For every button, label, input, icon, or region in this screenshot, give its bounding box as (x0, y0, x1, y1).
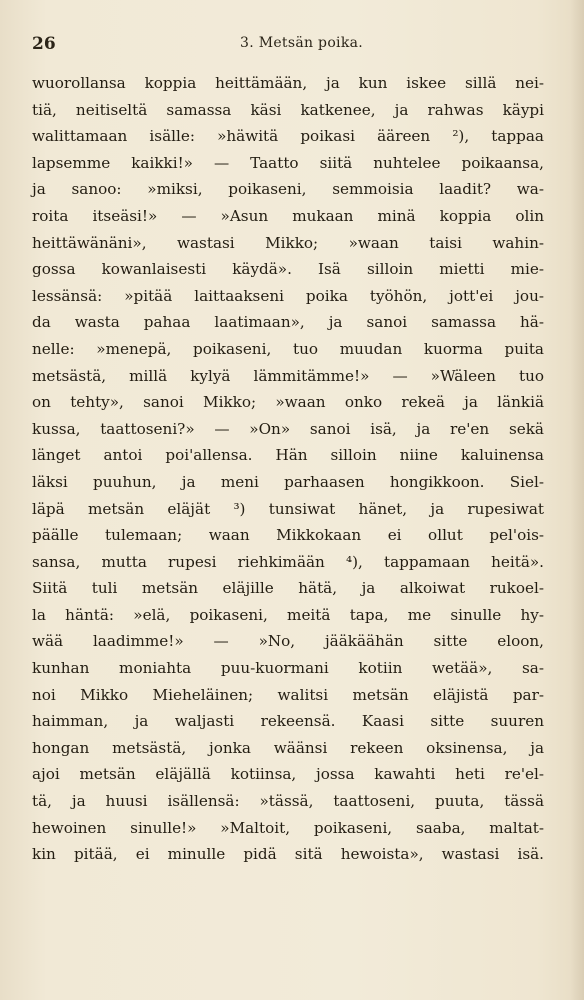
text-line: la häntä: »elä, poikaseni, meitä tapa, me sinulle hy- (32, 605, 544, 624)
text-line: päälle tulemaan; waan Mikkokaan ei ollut pel'ois- (32, 526, 544, 545)
running-head: 3. Metsän poika. (240, 35, 363, 51)
text-line: ja sanoo: »miksi, poikaseni, semmoisia laadit? wa- (32, 180, 544, 199)
page-edge-shadow (570, 0, 584, 1000)
text-line: läpä metsän eläjät ³) tunsiwat hänet, ja rupesiwat (32, 499, 544, 518)
text-line: lapsemme kaikki!» — Taatto siitä nuhtelee poikaansa, (32, 153, 544, 172)
text-line: kunhan moniahta puu-kuormani kotiin wetää», sa- (32, 659, 544, 678)
text-line: lessänsä: »pitää laittaakseni poika työhön, jott'ei jou- (32, 286, 544, 305)
text-line: roita itseäsi!» — »Asun mukaan minä koppia olin (32, 206, 544, 225)
text-line: länget antoi poi'allensa. Hän silloin niine kaluinensa (32, 446, 544, 465)
text-line: da wasta pahaa laatimaan», ja sanoi samassa hä- (32, 313, 544, 332)
text-line: heittäwänäni», wastasi Mikko; »waan taisi wahin- (32, 233, 544, 252)
text-line: nelle: »menepä, poikaseni, tuo muudan kuorma puita (32, 339, 544, 358)
text-line: tiä, neitiseltä samassa käsi katkenee, ja rahwas käypi (32, 100, 544, 119)
text-line: hewoinen sinulle!» »Maltoit, poikaseni, saaba, maltat- (32, 818, 544, 837)
text-line: sansa, mutta rupesi riehkimään ⁴), tappamaan heitä». (32, 552, 544, 571)
text-line: noi Mikko Mieheläinen; walitsi metsän eläjistä par- (32, 685, 544, 704)
text-line: walittamaan isälle: »häwitä poikasi ääreen ²), tappaa (32, 127, 544, 146)
page-header (32, 34, 552, 56)
body-text (32, 70, 544, 868)
text-line: haimman, ja waljasti rekeensä. Kaasi sitte suuren (32, 712, 544, 731)
text-line: wää laadimme!» — »No, jääkäähän sitte eloon, (32, 632, 544, 651)
text-line: tä, ja huusi isällensä: »tässä, taattoseni, puuta, tässä (32, 792, 544, 811)
text-line: kin pitää, ei minulle pidä sitä hewoista», wastasi isä. (32, 845, 544, 864)
text-line: gossa kowanlaisesti käydä». Isä silloin mietti mie- (32, 260, 544, 279)
text-line: metsästä, millä kylyä lämmitämme!» — »Wäleen tuo (32, 366, 544, 385)
text-line: läksi puuhun, ja meni parhaasen hongikkoon. Siel- (32, 472, 544, 491)
text-line: Siitä tuli metsän eläjille hätä, ja alkoiwat rukoel- (32, 579, 544, 598)
page-number: 26 (32, 34, 56, 54)
text-line: wuorollansa koppia heittämään, ja kun iskee sillä nei- (32, 74, 544, 92)
text-line: kussa, taattoseni?» — »On» sanoi isä, ja re'en sekä (32, 419, 544, 438)
text-line: ajoi metsän eläjällä kotiinsa, jossa kawahti heti re'el- (32, 765, 544, 784)
text-line: on tehty», sanoi Mikko; »waan onko rekeä ja länkiä (32, 393, 544, 412)
text-line: hongan metsästä, jonka wäänsi rekeen oksinensa, ja (32, 738, 544, 757)
